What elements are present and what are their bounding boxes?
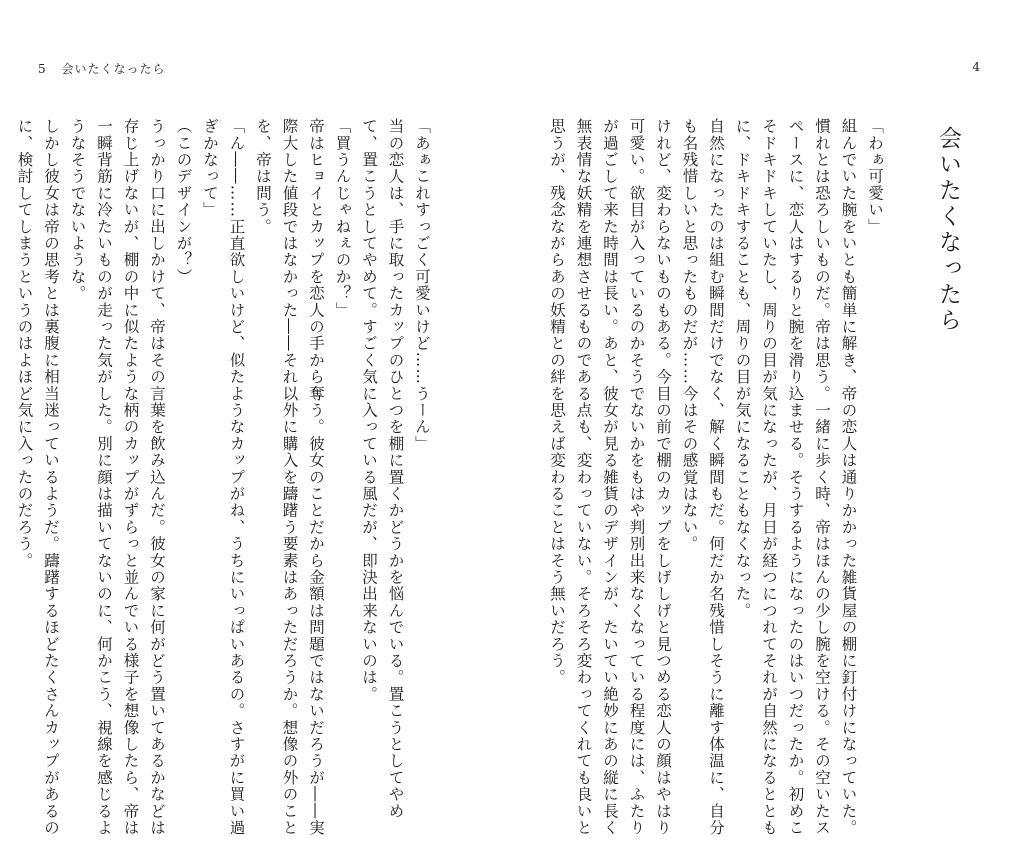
left-page-header xyxy=(38,60,165,77)
right-page-body xyxy=(548,118,888,838)
paragraph: 「あぁこれすっごく可愛いけど……うーん」 xyxy=(413,118,431,452)
chapter-title: 会いたくなったら xyxy=(935,126,961,334)
paragraph: うっかり口に出しかけて、帝はその言葉を飲み込んだ。彼女の家に何がどう置いてあるかなどは存じ上げないが、棚の中に似たような柄のカップがずらっと並んでいる様子を想像したら、帝は一瞬背筋に冷たいものが走った気がした。別に顔は描いてないのに、何かこう、視線を感じるようなそうでないような。 xyxy=(68,118,166,837)
paragraph: けれど、変わらないものもある。今目の前で棚のカップをしげしげと見つめる恋人の顔はやはり可愛い。欲目が入っているのかそうでないかをもはや判別出来なくなっている程度には、ふたりが過ごして来た時間は長い。あと、彼女が見る雑貨のデザインが、たいてい絶妙にあの縦に長く無表情な妖精を連想させるものである点も、変わっていない。そろそろ変わってくれても良いと思うが、残念ながらあの妖精との絆を思えば変わることはそう無いだろう。 xyxy=(548,118,672,837)
running-title: 会いたくなったら xyxy=(61,62,166,76)
paragraph: しかし彼女は帝の思考とは裏腹に相当迷っているようだ。躊躇するほどたくさんカップがあるのに、検討してしまうというのはよほど気に入ったのだろう。 xyxy=(15,118,60,837)
left-page-number: 5 xyxy=(38,62,47,76)
paragraph: 「わぁ可愛い」 xyxy=(866,118,884,235)
right-page-header xyxy=(972,60,980,74)
paragraph: （このデザインが？） xyxy=(174,118,193,285)
paragraph: 帝はヒョイとカップを恋人の手から奪う。彼女のことだから金額は問題ではないだろうが――実際大した値段ではなかった――それ以外に購入を躊躇う要素はあっただろうか。想像の外のことを、帝は問う。 xyxy=(254,118,325,837)
left-page-body xyxy=(15,118,435,838)
paragraph: 「買うんじゃねぇのか？」 xyxy=(333,118,352,319)
paragraph: 組んでいた腕をいとも簡単に解き、帝の恋人は通りかかった雑貨屋の棚に釘付けになっていた。慣れとは恐ろしいものだ。帝は思う。一緒に歩く時、帝はほんの少し腕を空ける。その空いたスペースに、恋人はするりと腕を滑り込ませる。そうするようになったのはいつだったか。初めこそドキドキしていたし、周りの目が気になったが、月日が経つにつれてそれが自然になるとともに、ドキドキすることも、周りの目が気になることもなくなった。 xyxy=(733,118,858,837)
paragraph: 自然になったのは組む瞬間だけでなく、解く瞬間もだ。何だか名残惜しそうに離す体温に、自分も名残惜しいと思ったものだが……今はその感覚はない。 xyxy=(680,118,725,837)
right-page-number: 4 xyxy=(972,60,980,74)
paragraph: 当の恋人は、手に取ったカップのひとつを棚に置くかどうかを悩んでいる。置こうとしてやめて、置こうとしてやめて。すごく気に入っている風だが、即決出来ないのは。 xyxy=(360,118,405,820)
paragraph: 「ん――……正直欲しいけど、似たようなカップがね、うちにいっぱいあるの。さすがに買い過ぎかなって」 xyxy=(201,118,246,837)
